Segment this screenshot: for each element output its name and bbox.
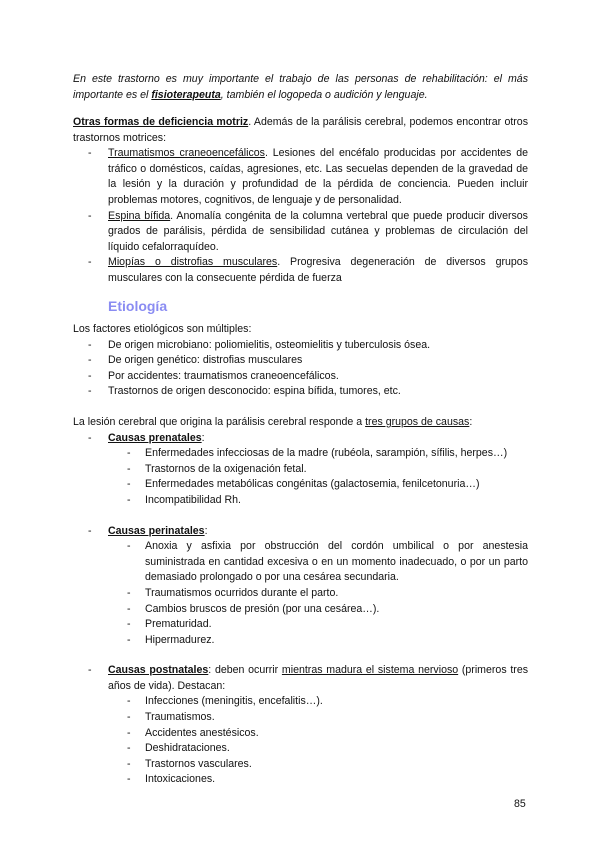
list-item: - Cambios bruscos de presión (por una cesárea…). bbox=[127, 602, 380, 615]
intro-text-end: , también el logopeda o audición y lenguaje. bbox=[220, 89, 428, 101]
list-item: - Intoxicaciones. bbox=[127, 773, 216, 786]
etiologia-intro: Los factores etiológicos son múltiples: bbox=[73, 323, 252, 335]
etiologia-section bbox=[73, 322, 528, 788]
list-item: - Infecciones (meningitis, encefalitis…). bbox=[127, 695, 323, 708]
list-item: - Trastornos vasculares. bbox=[127, 757, 252, 770]
page-number: 85 bbox=[514, 798, 526, 810]
causas-perinatales: - Causas perinatales: bbox=[88, 524, 208, 537]
intro-text: En este trastorno es muy importante el trabajo de las personas de rehabilitación: el más importante es el bbox=[73, 73, 528, 101]
list-item: - Enfermedades metabólicas congénitas (galactosemia, fenilcetonuria…) bbox=[127, 478, 480, 491]
list-item: - Hipermadurez. bbox=[127, 633, 215, 646]
list-item: - Traumatismos ocurridos durante el parto. bbox=[127, 586, 339, 599]
list-item: - Enfermedades infecciosas de la madre (rubéola, sarampión, sífilis, herpes…) bbox=[127, 447, 508, 460]
list-item: - Traumatismos. bbox=[127, 711, 215, 724]
causas-intro: La lesión cerebral que origina la parálisis cerebral responde a tres grupos de causas: bbox=[73, 415, 473, 428]
list-item: - De origen genético: distrofias musculares bbox=[88, 354, 303, 367]
list-item: - Incompatibilidad Rh. bbox=[127, 493, 241, 506]
list-item: - De origen microbiano: poliomielitis, osteomielitis y tuberculosis ósea. bbox=[88, 338, 431, 351]
causas-postnatales: - Causas postnatales: deben ocurrir mientras madura el sistema nervioso (primeros tres años de vida). Destacan: bbox=[88, 664, 529, 692]
otras-formas-section bbox=[73, 115, 528, 287]
otras-formas-intro bbox=[73, 115, 528, 146]
list-item: - Deshidrataciones. bbox=[127, 742, 230, 755]
list-item: - Trastornos de origen desconocido: espina bífida, tumores, etc. bbox=[88, 385, 401, 398]
intro-paragraph bbox=[73, 71, 528, 103]
list-item: - Trastornos de la oxigenación fetal. bbox=[127, 462, 307, 475]
intro-bold-term: fisioterapeuta bbox=[151, 89, 221, 101]
otras-formas-text: . Además de la parálisis cerebral, podemos encontrar otros trastornos motrices: bbox=[73, 116, 528, 144]
list-item: - Traumatismos craneoencefálicos. Lesiones del encéfalo producidas por accidentes de tráfico o domésticos, caídas, agresiones, etc. Las secuelas dependen de la gravedad de la lesión y la duración y profundidad de la pérdida de conciencia. Pueden incluir problemas motores, cognitivos, de lenguaje y de personalidad. bbox=[88, 147, 528, 206]
otras-formas-title: Otras formas de deficiencia motriz bbox=[73, 116, 249, 128]
list-item: - Espina bífida. Anomalía congénita de la columna vertebral que puede producir diversos grados de parálisis, pérdida de sensibilidad cutánea y problemas de circulación del líquido cefalorraquídeo. bbox=[88, 209, 528, 253]
list-item: - Anoxia y asfixia por obstrucción del cordón umbilical o por anestesia suministrada en cantidad excesiva o en un momento inadecuado, o por un parto demasiado prolongado o por una cesárea secundaria. bbox=[127, 540, 528, 584]
list-item: - Prematuridad. bbox=[127, 618, 212, 631]
section-heading-etiologia: Etiología bbox=[108, 298, 168, 314]
list-item: - Por accidentes: traumatismos craneoencefálicos. bbox=[88, 369, 339, 382]
list-item: - Accidentes anestésicos. bbox=[127, 726, 259, 739]
list-item: - Miopías o distrofias musculares. Progresiva degeneración de diversos grupos musculares con la consecuente pérdida de fuerza bbox=[88, 256, 528, 284]
causas-prenatales: - Causas prenatales: bbox=[88, 431, 205, 444]
